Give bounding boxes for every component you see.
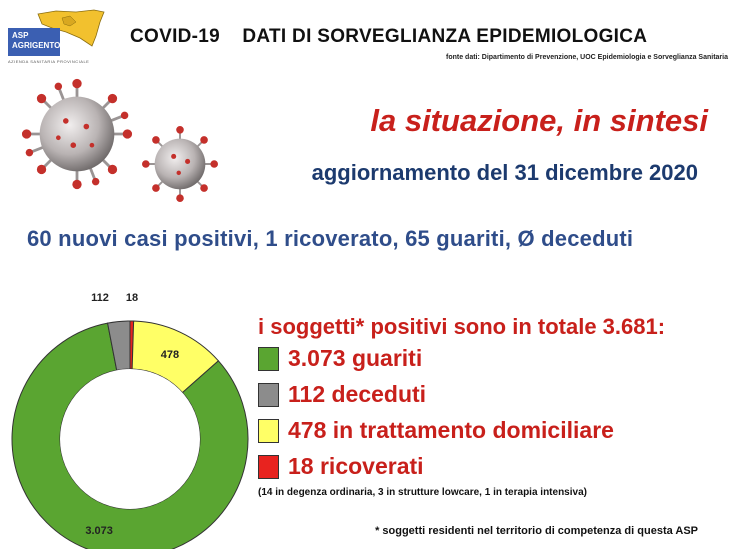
logo-subtext: AZIENDA SANITARIA PROVINCIALE [8,59,90,64]
update-date: aggiornamento del 31 dicembre 2020 [311,160,698,185]
donut-hole [60,369,200,509]
donut-chart [0,285,260,549]
legend-label: 112 deceduti [288,381,427,407]
summary-title: i soggetti* positivi sono in totale 3.681: [258,314,666,339]
subtitle: la situazione, in sintesi [370,103,708,138]
legend-label: 3.073 guariti [288,345,423,371]
data-label: 478 [160,348,180,361]
data-label: 112 [91,292,109,304]
data-source: fonte dati: Dipartimento di Prevenzione, UOC Epidemiologia e Sorveglianza Sanitaria [446,54,728,61]
asp-logo [8,8,108,66]
logo-badge: ASP AGRIGENTO [8,28,60,56]
footnote: * soggetti residenti nel territorio di competenza di questa ASP [375,525,698,537]
hospitalization-note: (14 in degenza ordinaria, 3 in strutture lowcare, 1 in terapia intensiva) [258,487,587,498]
legend-swatch [258,419,279,443]
legend-swatch [258,455,279,479]
coronavirus-icon [140,126,220,202]
data-label: 18 [125,292,139,304]
legend-label: 478 in trattamento domiciliare [288,417,614,443]
coronavirus-icon [18,78,136,190]
legend-swatch [258,347,279,371]
data-label: 3.073 [85,524,113,537]
page-title: COVID-19 DATI DI SORVEGLIANZA EPIDEMIOLOGICA [130,26,648,47]
legend-label: 18 ricoverati [288,453,424,479]
legend-swatch [258,383,279,407]
daily-summary: 60 nuovi casi positivi, 1 ricoverato, 65 guariti, Ø deceduti [27,226,634,251]
